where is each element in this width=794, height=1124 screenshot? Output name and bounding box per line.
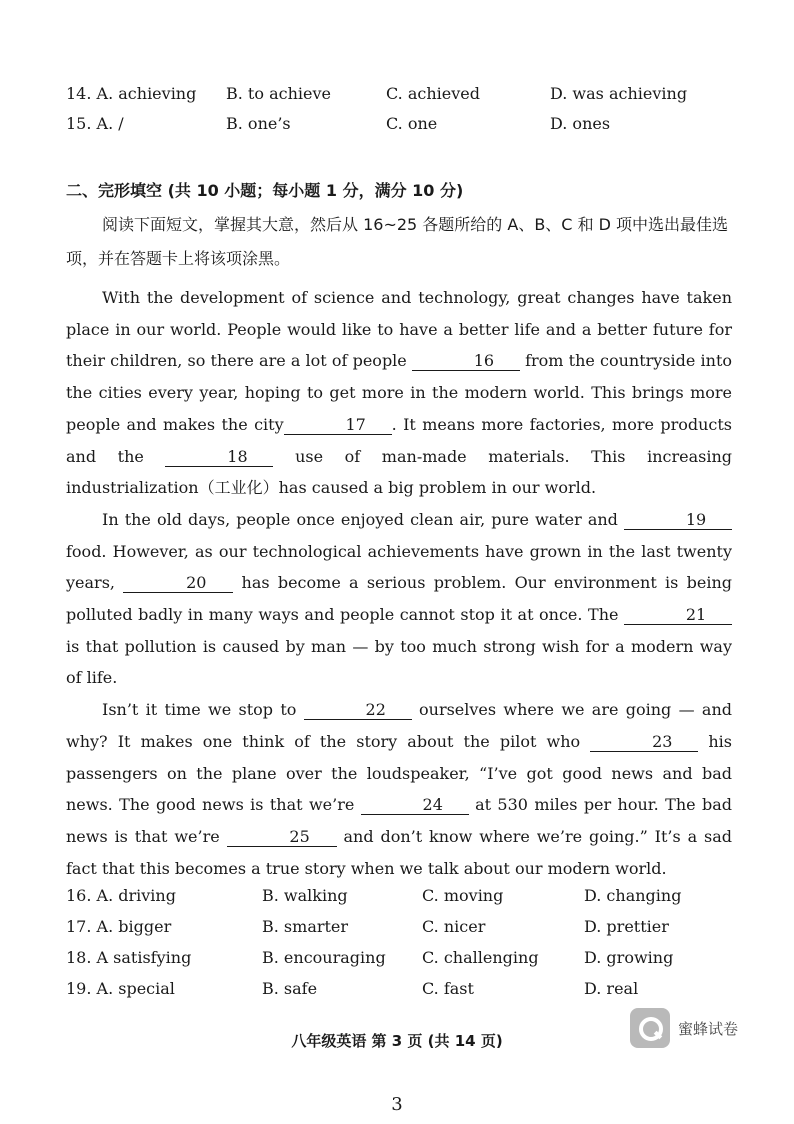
passage-text: food. However, as our technological achievements have grown in the last twenty years, [66,541,732,593]
option-c: C. achieved [386,84,480,103]
passage-text: ourselves where we are going — and why? It makes one think of the story about the pilot who [66,700,733,751]
passage-text: his passengers on the plane over the loudspeaker, “I’ve got good news and bad news. The good news is that we’re [66,731,733,815]
option-b: B. one’s [226,114,291,133]
option-a: 17. A. bigger [66,917,172,936]
cloze-passage [66,282,732,884]
option-row-19 [66,979,746,1010]
watermark-text: 蜜蜂试卷 [678,1019,739,1038]
option-d: D. changing [584,886,682,905]
option-a: 19. A. special [66,979,175,998]
option-d: D. ones [550,114,611,133]
blank-18: 18 [165,448,273,467]
blank-25: 25 [227,828,337,847]
option-a: 18. A satisfying [66,948,192,967]
option-row-16 [66,886,746,917]
blank-23: 23 [590,733,698,752]
blank-22: 22 [304,701,412,720]
option-c: C. fast [422,979,474,998]
option-a: 14. A. achieving [66,84,197,103]
passage-text: at 530 miles per hour. The bad news is that we’re [66,795,733,846]
option-row-17 [66,917,746,948]
passage-text: With the development of science and technology, great changes have taken place in our world. People would like to have a better life and a better future for their children, so there are a lot of people [66,288,732,371]
option-c: C. challenging [422,948,539,967]
passage-text: Isn’t it time we stop to [102,700,304,720]
option-b: B. to achieve [226,84,331,103]
passage-text: and don’t know where we’re going.” It’s a sad fact that this becomes a true story when we talk about our modern world. [66,826,732,878]
option-a: 15. A. / [66,114,124,133]
option-row-15 [66,114,746,144]
blank-19: 19 [624,511,732,530]
section-instructions: 阅读下面短文，掌握其大意，然后从 16~25 各题所给的 A、B、C 和 D 项中选出最佳选项，并在答题卡上将该项涂黑。 [66,215,729,268]
option-row-14 [66,84,746,114]
option-d: D. real [584,979,639,998]
passage-text: has become a serious problem. Our environment is being polluted badly in many ways and people cannot stop it at once. The [66,573,733,625]
passage-text: from the countryside into the cities every year, hoping to get more in the modern world. This brings more people and makes the city [66,351,733,434]
option-d: D. was achieving [550,84,688,103]
passage-text: In the old days, people once enjoyed clean air, pure water and [102,509,624,529]
option-b: B. smarter [262,917,349,936]
option-c: C. nicer [422,917,486,936]
page-footer: 八年级英语 第 3 页 (共 14 页) [291,1032,503,1050]
section-title: 二、完形填空 (共 10 小题；每小题 1 分，满分 10 分) [66,181,464,200]
option-a: 16. A. driving [66,886,176,905]
blank-20: 20 [123,574,233,593]
option-c: C. moving [422,886,504,905]
passage-text: is that pollution is caused by man — by too much strong wish for a modern way of life. [66,636,732,688]
option-d: D. prettier [584,917,669,936]
blank-16: 16 [412,352,520,371]
blank-24: 24 [361,796,469,815]
option-d: D. growing [584,948,674,967]
paragraph-2 [66,504,732,694]
option-b: B. encouraging [262,948,386,967]
paragraph-3 [66,694,732,884]
options-bottom [66,886,746,1010]
option-b: B. walking [262,886,348,905]
blank-17: 17 [284,416,392,435]
option-b: B. safe [262,979,318,998]
passage-text: use of man-made materials. This increasing industrialization（工业化）has caused a big problem in our world. [66,446,732,498]
paragraph-1 [66,282,732,504]
blank-21: 21 [624,606,732,625]
option-c: C. one [386,114,438,133]
option-row-18 [66,948,746,979]
options-top [66,84,746,144]
page-number: 3 [391,1094,403,1115]
passage-text: . It means more factories, more products and the [66,414,733,466]
